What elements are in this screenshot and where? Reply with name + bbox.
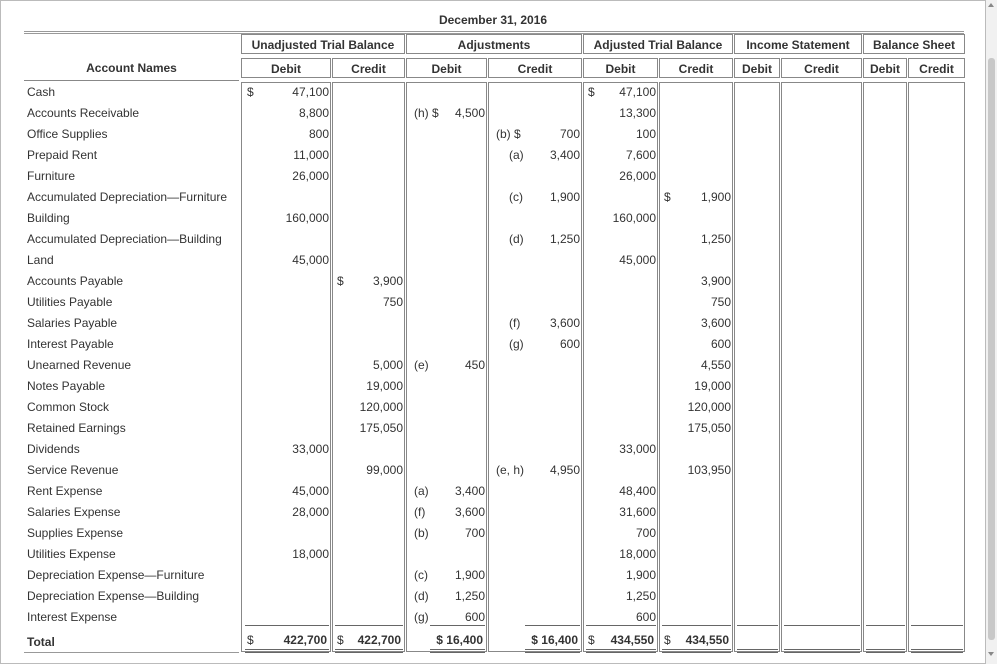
balance-sheet-header: Balance Sheet bbox=[863, 34, 965, 54]
amount-atb-d: 18,000 bbox=[619, 547, 656, 561]
total-double-rule bbox=[737, 649, 778, 653]
account-name: Interest Payable bbox=[27, 337, 114, 351]
account-name: Service Revenue bbox=[27, 463, 119, 477]
amount-utb-c: 750 bbox=[382, 295, 403, 309]
amount-atb-d: 26,000 bbox=[619, 169, 656, 183]
adjustment-ref-debit: (g) bbox=[414, 610, 429, 624]
amount-adj-c: 3,600 bbox=[549, 316, 580, 330]
bs-credit-header: Credit bbox=[908, 58, 965, 78]
total-rule bbox=[335, 625, 403, 626]
account-bottom-line bbox=[24, 652, 239, 653]
total-adj-credit: $ 16,400 bbox=[531, 633, 578, 647]
amount-adj-d: 450 bbox=[464, 358, 485, 372]
amount-atb-c: 175,050 bbox=[687, 421, 731, 435]
adj-credit-header: Credit bbox=[488, 58, 582, 78]
account-name: Unearned Revenue bbox=[27, 358, 132, 372]
adj-debit-header: Debit bbox=[406, 58, 487, 78]
atb-debit-column bbox=[583, 82, 658, 652]
total-rule bbox=[245, 625, 329, 626]
adjusted-trial-balance-header: Adjusted Trial Balance bbox=[583, 34, 733, 54]
amount-utb-d: 26,000 bbox=[292, 169, 329, 183]
is-debit-header: Debit bbox=[734, 58, 780, 78]
adjustment-ref-credit: (d) bbox=[509, 232, 524, 246]
total-adj-debit: $ 16,400 bbox=[436, 633, 483, 647]
income-statement-header: Income Statement bbox=[734, 34, 862, 54]
amount-utb-d: 800 bbox=[308, 127, 329, 141]
adjustment-ref-credit: (b) $ bbox=[496, 127, 521, 141]
account-name: Furniture bbox=[27, 169, 76, 183]
total-double-rule bbox=[784, 649, 860, 653]
adj-credit-column bbox=[488, 82, 582, 652]
amount-adj-c: 4,950 bbox=[549, 463, 580, 477]
amount-utb-d: 11,000 bbox=[293, 148, 329, 162]
total-rule bbox=[737, 625, 778, 626]
account-name: Interest Expense bbox=[27, 610, 118, 624]
total-rule bbox=[430, 625, 485, 626]
atb-credit-header: Credit bbox=[659, 58, 733, 78]
amount-atb-d: 1,250 bbox=[625, 589, 656, 603]
adjustment-ref-debit: (e) bbox=[414, 358, 429, 372]
amount-utb-d: 8,800 bbox=[298, 106, 329, 120]
account-name: Prepaid Rent bbox=[27, 148, 98, 162]
utb-debit-header: Debit bbox=[241, 58, 331, 78]
total-utb-credit-dollar: $ bbox=[337, 633, 344, 647]
total-double-rule bbox=[430, 649, 485, 653]
amount-atb-d: 47,100 bbox=[619, 85, 656, 99]
amount-atb-c: 750 bbox=[710, 295, 731, 309]
total-double-rule bbox=[335, 649, 403, 653]
account-name: Retained Earnings bbox=[27, 421, 126, 435]
amount-utb-c: 19,000 bbox=[366, 379, 403, 393]
amount-utb-d: 28,000 bbox=[292, 505, 329, 519]
account-name: Rent Expense bbox=[27, 484, 103, 498]
scroll-down-arrow-icon[interactable] bbox=[988, 652, 994, 656]
unadjusted-trial-balance-header: Unadjusted Trial Balance bbox=[241, 34, 405, 54]
amount-atb-d: 33,000 bbox=[619, 442, 656, 456]
total-double-rule bbox=[866, 649, 905, 653]
account-name: Cash bbox=[27, 85, 56, 99]
accum-furn-atb-dollar-sign: $ bbox=[664, 190, 671, 204]
account-header-underline bbox=[24, 80, 239, 81]
total-double-rule bbox=[245, 649, 329, 653]
account-name: Accumulated Depreciation—Building bbox=[27, 232, 222, 246]
amount-atb-d: 160,000 bbox=[612, 211, 656, 225]
amount-adj-d: 1,900 bbox=[454, 568, 485, 582]
amount-adj-c: 700 bbox=[559, 127, 580, 141]
amount-atb-d: 31,600 bbox=[619, 505, 656, 519]
is-debit-column bbox=[734, 82, 780, 652]
total-utb-debit-dollar: $ bbox=[247, 633, 254, 647]
amount-atb-d: 1,900 bbox=[625, 568, 656, 582]
total-double-rule bbox=[525, 649, 580, 653]
account-name: Accounts Payable bbox=[27, 274, 124, 288]
adjustment-ref-debit: (b) bbox=[414, 526, 429, 540]
amount-adj-d: 600 bbox=[464, 610, 485, 624]
total-double-rule bbox=[586, 649, 656, 653]
total-label: Total bbox=[27, 635, 55, 649]
amount-adj-c: 600 bbox=[559, 337, 580, 351]
account-name: Accumulated Depreciation—Furniture bbox=[27, 190, 228, 204]
atb-debit-header: Debit bbox=[583, 58, 658, 78]
amount-atb-d: 700 bbox=[635, 526, 656, 540]
total-utb-debit: 422,700 bbox=[283, 633, 327, 647]
account-name: Salaries Payable bbox=[27, 316, 118, 330]
amount-utb-d: 18,000 bbox=[292, 547, 329, 561]
amount-adj-d: 4,500 bbox=[454, 106, 485, 120]
adjustment-ref-credit: (a) bbox=[509, 148, 524, 162]
amount-utb-c: 175,050 bbox=[359, 421, 403, 435]
total-atb-credit: 434,550 bbox=[685, 633, 729, 647]
account-name: Salaries Expense bbox=[27, 505, 121, 519]
total-atb-debit-dollar: $ bbox=[588, 633, 595, 647]
amount-atb-d: 13,300 bbox=[619, 106, 656, 120]
total-atb-debit: 434,550 bbox=[610, 633, 654, 647]
amount-utb-c: 120,000 bbox=[359, 400, 403, 414]
total-rule bbox=[662, 625, 731, 626]
utb-debit-column bbox=[241, 82, 331, 652]
amount-atb-d: 45,000 bbox=[619, 253, 656, 267]
bs-debit-column bbox=[863, 82, 907, 652]
adjustment-ref-debit: (f) bbox=[414, 505, 426, 519]
adjustment-ref-debit: (a) bbox=[414, 484, 429, 498]
account-name: Utilities Expense bbox=[27, 547, 116, 561]
amount-adj-d: 3,600 bbox=[454, 505, 485, 519]
adjustment-ref-credit: (e, h) bbox=[496, 463, 525, 477]
bs-credit-column bbox=[908, 82, 965, 652]
amount-utb-c: 99,000 bbox=[366, 463, 403, 477]
is-credit-header: Credit bbox=[781, 58, 862, 78]
amount-adj-d: 3,400 bbox=[454, 484, 485, 498]
amount-adj-c: 1,900 bbox=[549, 190, 580, 204]
amount-atb-c: 3,900 bbox=[700, 274, 731, 288]
scroll-up-arrow-icon[interactable] bbox=[988, 3, 994, 7]
cash-utb-dollar-sign: $ bbox=[247, 85, 254, 99]
utb-credit-header: Credit bbox=[332, 58, 405, 78]
adjustments-header: Adjustments bbox=[406, 34, 582, 54]
amount-atb-c: 4,550 bbox=[700, 358, 731, 372]
account-name: Depreciation Expense—Furniture bbox=[27, 568, 205, 582]
adjustment-ref-credit: (c) bbox=[509, 190, 523, 204]
adjustment-ref-debit: (c) bbox=[414, 568, 428, 582]
amount-adj-d: 1,250 bbox=[454, 589, 485, 603]
ap-utb-dollar-sign: $ bbox=[337, 274, 344, 288]
amount-adj-d: 700 bbox=[464, 526, 485, 540]
amount-atb-c: 3,600 bbox=[700, 316, 731, 330]
amount-utb-d: 33,000 bbox=[292, 442, 329, 456]
is-credit-column bbox=[781, 82, 862, 652]
adjustment-ref-debit: (d) bbox=[414, 589, 429, 603]
amount-atb-d: 48,400 bbox=[619, 484, 656, 498]
total-rule bbox=[784, 625, 860, 626]
amount-adj-c: 1,250 bbox=[549, 232, 580, 246]
amount-atb-d: 7,600 bbox=[625, 148, 656, 162]
total-atb-credit-dollar: $ bbox=[664, 633, 671, 647]
account-name: Land bbox=[27, 253, 54, 267]
account-name: Accounts Receivable bbox=[27, 106, 140, 120]
adjustment-ref-credit: (f) bbox=[509, 316, 521, 330]
account-name: Office Supplies bbox=[27, 127, 108, 141]
adjustment-ref-credit: (g) bbox=[509, 337, 524, 351]
account-name: Depreciation Expense—Building bbox=[27, 589, 200, 603]
account-names-header: Account Names bbox=[86, 61, 177, 75]
amount-atb-c: 600 bbox=[710, 337, 731, 351]
amount-utb-c: 5,000 bbox=[372, 358, 403, 372]
adjustment-ref-debit: (h) $ bbox=[414, 106, 439, 120]
amount-adj-c: 3,400 bbox=[549, 148, 580, 162]
amount-utb-d: 47,100 bbox=[292, 85, 329, 99]
amount-atb-d: 100 bbox=[635, 127, 656, 141]
amount-atb-c: 120,000 bbox=[687, 400, 731, 414]
amount-utb-d: 160,000 bbox=[285, 211, 329, 225]
cash-atb-dollar-sign: $ bbox=[588, 85, 595, 99]
amount-utb-c: 3,900 bbox=[372, 274, 403, 288]
total-double-rule bbox=[911, 649, 963, 653]
amount-utb-d: 45,000 bbox=[292, 484, 329, 498]
total-rule bbox=[586, 625, 656, 626]
total-utb-credit: 422,700 bbox=[357, 633, 401, 647]
total-rule bbox=[911, 625, 963, 626]
account-name: Building bbox=[27, 211, 70, 225]
account-name: Supplies Expense bbox=[27, 526, 124, 540]
total-rule bbox=[525, 625, 580, 626]
amount-atb-c: 1,900 bbox=[700, 190, 731, 204]
amount-utb-d: 45,000 bbox=[292, 253, 329, 267]
scrollbar-thumb[interactable] bbox=[988, 58, 995, 640]
amount-atb-c: 19,000 bbox=[694, 379, 731, 393]
worksheet-date-title: December 31, 2016 bbox=[438, 13, 548, 27]
total-rule bbox=[866, 625, 905, 626]
amount-atb-d: 600 bbox=[635, 610, 656, 624]
total-double-rule bbox=[662, 649, 731, 653]
bs-debit-header: Debit bbox=[863, 58, 907, 78]
account-name: Utilities Payable bbox=[27, 295, 113, 309]
account-name: Common Stock bbox=[27, 400, 110, 414]
amount-atb-c: 1,250 bbox=[700, 232, 731, 246]
account-name: Dividends bbox=[27, 442, 80, 456]
amount-atb-c: 103,950 bbox=[687, 463, 731, 477]
account-name: Notes Payable bbox=[27, 379, 106, 393]
